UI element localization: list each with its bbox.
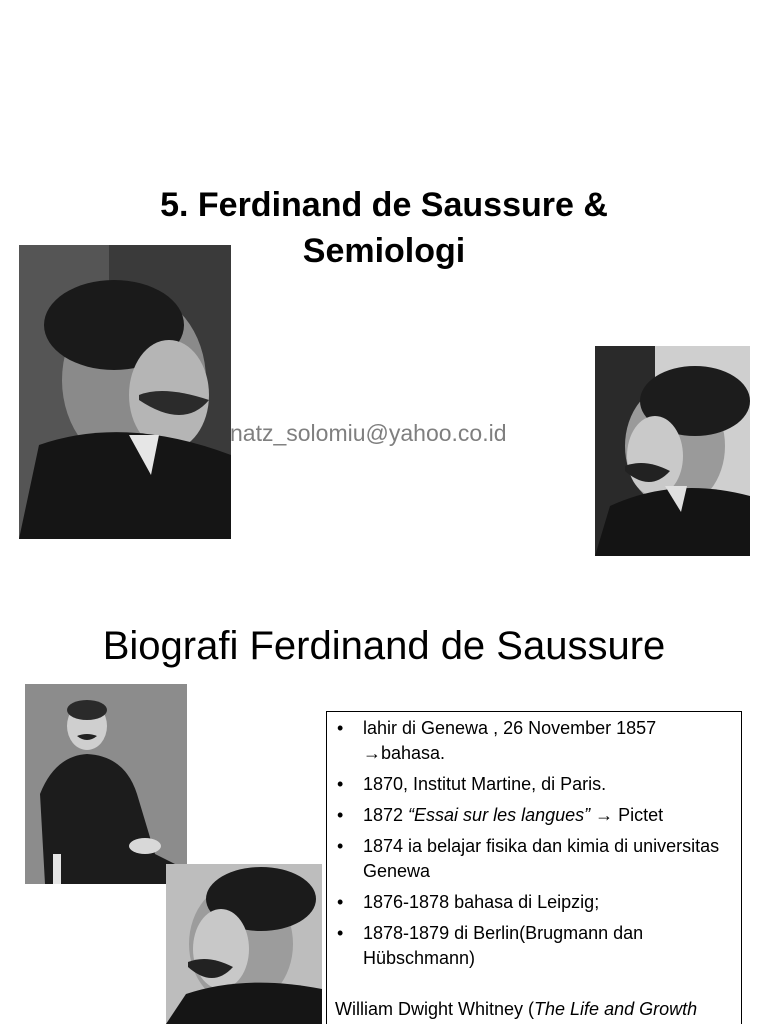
biography-slide bbox=[0, 576, 768, 1024]
list-item bbox=[327, 716, 741, 766]
bullet-text: 1878-1879 di Berlin(Brugmann dan Hübschmann) bbox=[363, 923, 644, 968]
reference-italic-title: The Life and Growth bbox=[534, 999, 698, 1019]
list-item bbox=[327, 772, 741, 797]
bullet-glyph: • bbox=[337, 774, 344, 794]
list-item bbox=[327, 921, 741, 971]
biography-bullet-list bbox=[327, 716, 741, 971]
arrow-icon: → bbox=[595, 805, 614, 825]
bullet-text: 1874 ia belajar fisika dan kimia di universitas Genewa bbox=[363, 836, 720, 881]
slide-title-line2: Semiologi bbox=[302, 232, 466, 270]
bullet-glyph: • bbox=[337, 718, 344, 738]
bullet-glyph: • bbox=[337, 805, 344, 825]
author-email: natz_solomiu@yahoo.co.id bbox=[230, 420, 507, 446]
reference-text: William Dwight Whitney ( bbox=[335, 999, 535, 1019]
bullet-glyph: • bbox=[337, 923, 344, 943]
list-item bbox=[327, 834, 741, 884]
portrait-photo-left bbox=[19, 245, 231, 539]
bullet-italic-title: “Essai sur les langues” bbox=[408, 805, 591, 825]
seated-portrait-photo bbox=[25, 684, 187, 884]
biography-text-box bbox=[326, 711, 742, 1024]
bullet-text: 1870, Institut Martine, di Paris. bbox=[363, 774, 607, 794]
whitney-reference bbox=[327, 997, 741, 1022]
slide-title bbox=[0, 182, 768, 274]
bullet-text: Pictet bbox=[618, 805, 664, 825]
profile-portrait-photo bbox=[166, 864, 322, 1024]
bullet-glyph: • bbox=[337, 892, 344, 912]
bullet-text: 1872 bbox=[363, 805, 409, 825]
portrait-photo-right bbox=[595, 346, 750, 556]
arrow-icon: → bbox=[363, 743, 381, 763]
bullet-text: lahir di Genewa , 26 November 1857 bbox=[363, 718, 657, 738]
bullet-text: 1876-1878 bahasa di Leipzig; bbox=[363, 892, 600, 912]
list-item bbox=[327, 803, 741, 828]
list-item bbox=[327, 890, 741, 915]
biography-title: Biografi Ferdinand de Saussure bbox=[102, 624, 666, 668]
bullet-glyph: • bbox=[337, 836, 344, 856]
slide-title-line1: 5. Ferdinand de Saussure & bbox=[160, 186, 608, 224]
bullet-text: bahasa. bbox=[381, 743, 446, 763]
